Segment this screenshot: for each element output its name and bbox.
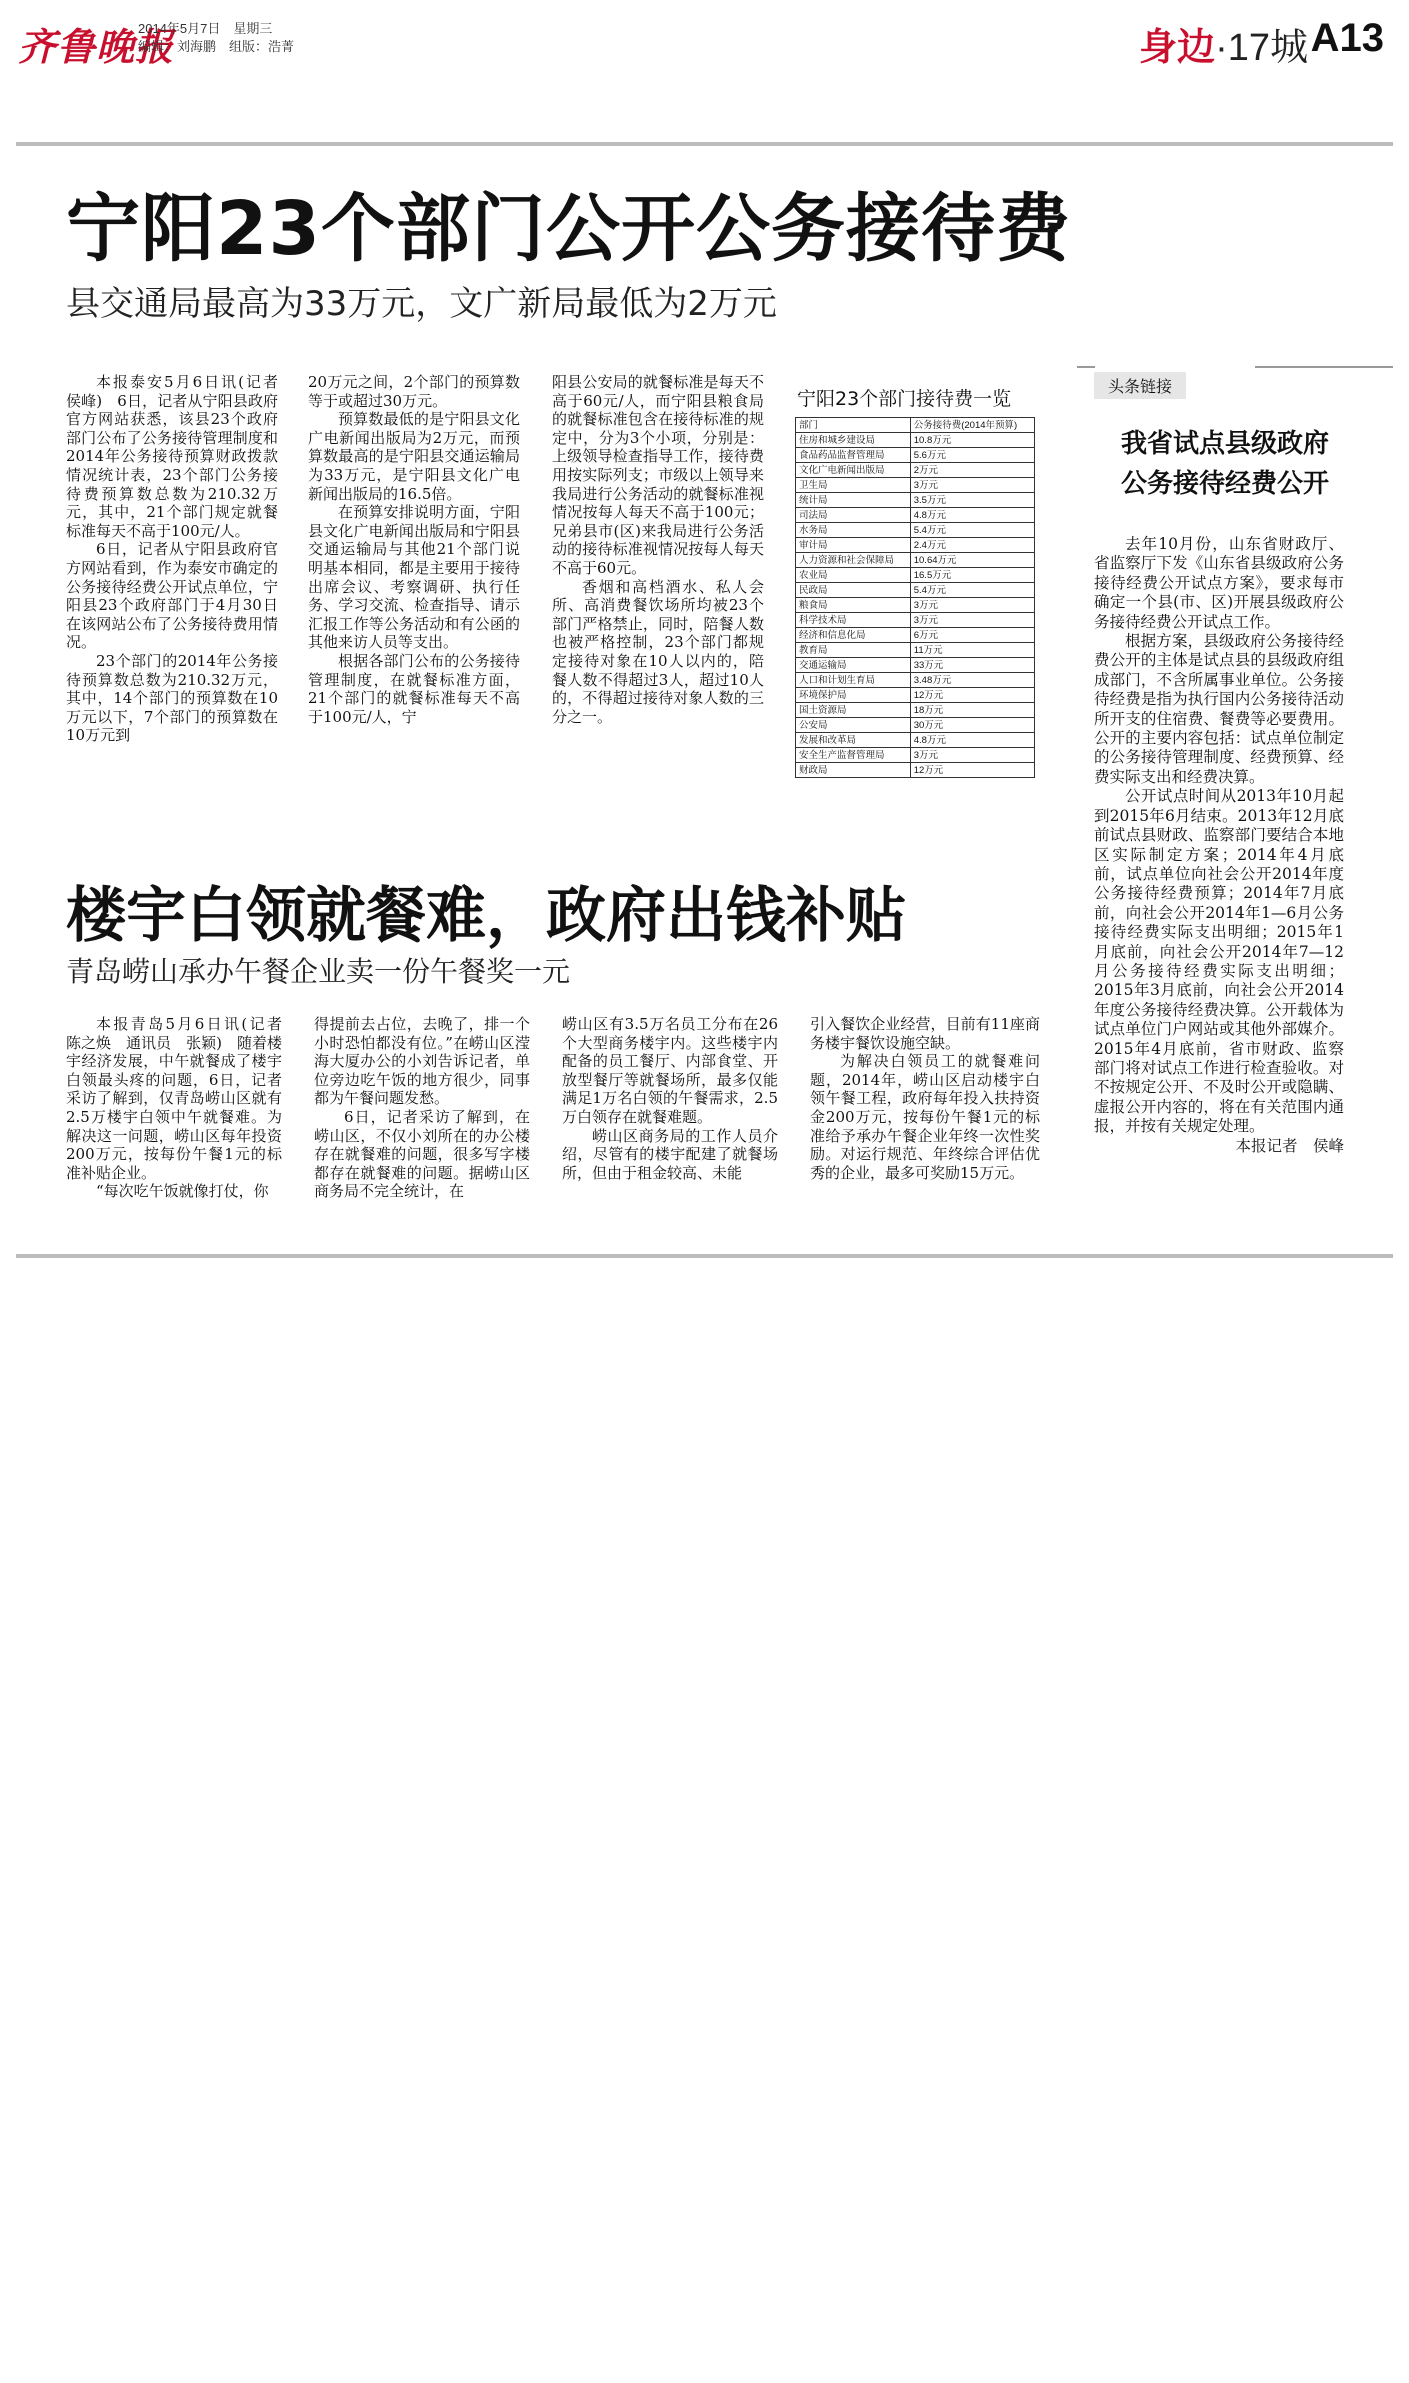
department-cell: 民政局 bbox=[796, 583, 911, 598]
table-row bbox=[796, 463, 1035, 478]
budget-table-wrap bbox=[795, 417, 1035, 778]
paragraph: 为解决白领员工的就餐难问题，2014年，崂山区启动楼宇白领午餐工程，政府每年投入扶持资金200万元，按每份午餐1元的标准给予承办午餐企业年终一次性奖励。对运行规范、年终综合评估优秀的企业，最多可奖励15万元。 bbox=[810, 1052, 1040, 1182]
budget-cell: 3.5万元 bbox=[910, 493, 1034, 508]
paragraph: 本报泰安5月6日讯(记者 侯峰) 6日，记者从宁阳县政府官方网站获悉，该县23个政府部门公布了公务接待管理制度和2014年公务接待预算财政拨款情况统计表，23个部门公务接待费预算数总数为210.32万元，其中，21个部门规定就餐标准每天不高于100元/人。 bbox=[66, 373, 294, 540]
article2-headline: 楼宇白领就餐难，政府出钱补贴 bbox=[66, 881, 906, 951]
section-sub: ·17城 bbox=[1215, 27, 1308, 69]
department-cell: 食品药品监督管理局 bbox=[796, 448, 911, 463]
paragraph: 6日，记者采访了解到，在崂山区，不仅小刘所在的办公楼存在就餐难的问题，很多写字楼都存在就餐难的问题。据崂山区商务局不完全统计，在 bbox=[314, 1107, 530, 1201]
paragraph: 6日，记者从宁阳县政府官方网站看到，作为泰安市确定的公务接待经费公开试点单位，宁阳县23个政府部门于4月30日在该网站公布了公务接待费用情况。 bbox=[66, 540, 278, 652]
sidebar-byline: 本报记者 侯峰 bbox=[1235, 1136, 1344, 1155]
paragraph: 崂山区有3.5万名员工分布在26个大型商务楼宇内。这些楼宇内配备的员工餐厅、内部食堂、开放型餐厅等就餐场所，最多仅能满足1万名白领的午餐需求，2.5万白领存在就餐难题。 bbox=[562, 1015, 778, 1126]
paragraph: 引入餐饮企业经营，目前有11座商务楼宇餐饮设施空缺。 bbox=[810, 1015, 1040, 1052]
department-cell: 审计局 bbox=[796, 538, 911, 553]
paragraph: “每次吃午饭就像打仗，你 bbox=[96, 1182, 269, 1201]
bottom-divider bbox=[16, 1254, 1393, 1258]
article2-column-1 bbox=[66, 1015, 298, 1201]
table-row bbox=[796, 583, 1035, 598]
sidebar-title-line-2: 公务接待经费公开 bbox=[1120, 469, 1329, 499]
table-row bbox=[796, 538, 1035, 553]
department-cell: 统计局 bbox=[796, 493, 911, 508]
budget-table bbox=[795, 417, 1035, 778]
department-cell: 水务局 bbox=[796, 523, 911, 538]
budget-cell: 2.4万元 bbox=[910, 538, 1034, 553]
department-cell: 经济和信息化局 bbox=[796, 628, 911, 643]
paragraph: 去年10月份，山东省财政厅、省监察厅下发《山东省县级政府公务接待经费公开试点方案》，要求每市确定一个县(市、区)开展县级政府公务接待经费公开试点工作。 bbox=[1094, 535, 1344, 631]
table-row bbox=[796, 688, 1035, 703]
table-row bbox=[796, 478, 1035, 493]
budget-cell: 3万元 bbox=[910, 598, 1034, 613]
issue-meta bbox=[138, 20, 294, 56]
budget-cell: 10.64万元 bbox=[910, 553, 1034, 568]
budget-cell: 12万元 bbox=[910, 763, 1034, 778]
department-cell: 发展和改革局 bbox=[796, 733, 911, 748]
department-cell: 安全生产监督管理局 bbox=[796, 748, 911, 763]
department-cell: 卫生局 bbox=[796, 478, 911, 493]
department-cell: 部门 bbox=[796, 418, 911, 433]
article2-column-4 bbox=[810, 1015, 1040, 1182]
department-cell: 农业局 bbox=[796, 568, 911, 583]
table-row bbox=[796, 703, 1035, 718]
table-row bbox=[796, 553, 1035, 568]
paragraph: 23个部门的2014年公务接待预算数总数为210.32万元，其中，14个部门的预算数在10万元以下，7个部门的预算数在10万元到 bbox=[66, 651, 278, 745]
table-row bbox=[796, 628, 1035, 643]
paragraph: 本报青岛5月6日讯(记者 陈之焕 通讯员 张颖) 随着楼宇经济发展，中午就餐成了楼宇白领最头疼的问题，6日，记者采访了解到，仅青岛崂山区就有2.5万楼宇白领中午就餐难。为解决这一问题，崂山区每年投资200万元，按每份午餐1元的标准补贴企业。 bbox=[66, 1015, 298, 1182]
budget-cell: 4.8万元 bbox=[910, 508, 1034, 523]
department-cell: 环境保护局 bbox=[796, 688, 911, 703]
budget-cell: 11万元 bbox=[910, 643, 1034, 658]
paragraph: 根据方案，县级政府公务接待经费公开的主体是试点县的县级政府组成部门，不含所属事业单位。公务接待经费是指为执行国内公务接待活动所开支的住宿费、餐费等必要费用。公开的主要内容包括：试点单位制定的公务接待管理制度、经费预算、经费实际支出和经费决算。 bbox=[1094, 632, 1344, 786]
budget-cell: 18万元 bbox=[910, 703, 1034, 718]
table-row bbox=[796, 493, 1035, 508]
budget-cell: 12万元 bbox=[910, 688, 1034, 703]
page-number: A13 bbox=[1310, 16, 1384, 60]
paragraph: 在预算安排说明方面，宁阳县文化广电新闻出版局和宁阳县交通运输局与其他21个部门说明基本相同，都是主要用于接待出席会议、考察调研、执行任务、学习交流、检查指导、请示汇报工作等公务活动和有公函的其他来访人员等支出。 bbox=[308, 503, 520, 652]
department-cell: 人力资源和社会保障局 bbox=[796, 553, 911, 568]
table-title: 宁阳23个部门接待费一览 bbox=[797, 388, 1012, 410]
section-name bbox=[1139, 16, 1308, 71]
article1-column-1 bbox=[66, 373, 294, 745]
table-row bbox=[796, 643, 1035, 658]
paragraph: 20万元之间，2个部门的预算数等于或超过30万元。 bbox=[308, 373, 520, 410]
paragraph: 预算数最低的是宁阳县文化广电新闻出版局为2万元，而预算数最高的是宁阳县交通运输局为33万元，是宁阳县文化广电新闻出版局的16.5倍。 bbox=[308, 410, 520, 503]
budget-cell: 3万元 bbox=[910, 613, 1034, 628]
paragraph: 崂山区商务局的工作人员介绍，尽管有的楼宇配建了就餐场所，但由于租金较高、未能 bbox=[562, 1126, 778, 1182]
newspaper-logo: 齐鲁晚报 bbox=[18, 24, 175, 69]
table-row bbox=[796, 673, 1035, 688]
table-row bbox=[796, 733, 1035, 748]
table-row bbox=[796, 763, 1035, 778]
sidebar-rule-left bbox=[1077, 366, 1095, 368]
top-divider bbox=[16, 142, 1393, 146]
budget-cell: 5.4万元 bbox=[910, 583, 1034, 598]
budget-cell: 30万元 bbox=[910, 718, 1034, 733]
table-row bbox=[796, 508, 1035, 523]
department-cell: 司法局 bbox=[796, 508, 911, 523]
masthead bbox=[18, 16, 1398, 69]
sidebar-title bbox=[1090, 424, 1360, 504]
sidebar-body bbox=[1094, 535, 1344, 1156]
sidebar-title-line-1: 我省试点县级政府 bbox=[1120, 429, 1329, 459]
budget-cell: 33万元 bbox=[910, 658, 1034, 673]
article2-column-2 bbox=[314, 1015, 530, 1201]
table-row bbox=[796, 718, 1035, 733]
table-row bbox=[796, 433, 1035, 448]
budget-cell: 4.8万元 bbox=[910, 733, 1034, 748]
table-row bbox=[796, 598, 1035, 613]
table-row bbox=[796, 523, 1035, 538]
budget-cell: 3.48万元 bbox=[910, 673, 1034, 688]
department-cell: 科学技术局 bbox=[796, 613, 911, 628]
article2-column-3 bbox=[562, 1015, 778, 1182]
department-cell: 人口和计划生育局 bbox=[796, 673, 911, 688]
sidebar-label: 头条链接 bbox=[1094, 372, 1186, 399]
article1-column-3 bbox=[552, 373, 764, 726]
paragraph: 阳县公安局的就餐标准是每天不高于60元/人，而宁阳县粮食局的就餐标准包含在接待标准的规定中，分为3个小项，分别是：上级领导检查指导工作，接待费用按实际列支；市级以上领导来我局进行公务活动的就餐标准视情况按每人每天不高于100元；兄弟县市(区)来我局进行公务活动的接待标准视情况按每人每天不高于60元。 bbox=[552, 373, 764, 577]
paragraph: 根据各部门公布的公务接待管理制度，在就餐标准方面，21个部门的就餐标准每天不高于100元/人，宁 bbox=[308, 651, 520, 726]
department-cell: 国土资源局 bbox=[796, 703, 911, 718]
budget-cell: 公务接待费(2014年预算) bbox=[910, 418, 1034, 433]
table-row bbox=[796, 613, 1035, 628]
paragraph: 香烟和高档酒水、私人会所、高消费餐饮场所均被23个部门严格禁止，同时，陪餐人数也被严格控制，23个部门都规定接待对象在10人以内的，陪餐人数不得超过3人，超过10人的，不得超过接待对象人数的三分之一。 bbox=[552, 577, 764, 726]
department-cell: 交通运输局 bbox=[796, 658, 911, 673]
budget-cell: 16.5万元 bbox=[910, 568, 1034, 583]
paragraph: 得提前去占位，去晚了，排一个小时恐怕都没有位。”在崂山区滢海大厦办公的小刘告诉记者，单位旁边吃午饭的地方很少，同事都为午餐问题发愁。 bbox=[314, 1015, 530, 1108]
department-cell: 公安局 bbox=[796, 718, 911, 733]
table-header-row bbox=[796, 418, 1035, 433]
department-cell: 粮食局 bbox=[796, 598, 911, 613]
department-cell: 住房和城乡建设局 bbox=[796, 433, 911, 448]
department-cell: 文化广电新闻出版局 bbox=[796, 463, 911, 478]
budget-cell: 6万元 bbox=[910, 628, 1034, 643]
budget-cell: 2万元 bbox=[910, 463, 1034, 478]
table-row bbox=[796, 658, 1035, 673]
article2-subhead: 青岛崂山承办午餐企业卖一份午餐奖一元 bbox=[66, 955, 571, 988]
sidebar-rule-right bbox=[1255, 366, 1393, 368]
article1-subhead: 县交通局最高为33万元，文广新局最低为2万元 bbox=[66, 284, 777, 324]
article1-column-2 bbox=[308, 373, 520, 726]
table-row bbox=[796, 748, 1035, 763]
paragraph: 公开试点时间从2013年10月起到2015年6月结束。2013年12月底前试点县财政、监察部门要结合本地区实际制定方案；2014年4月底前，试点单位向社会公开2014年度公务接待经费预算；2014年7月底前，向社会公开2014年1—6月公务接待经费实际支出明细；2015年1月底前，向社会公开2014年7—12月公务接待经费实际支出明细；2015年3月底前，向社会公开2014年度公务接待经费决算。公开载体为试点单位门户网站或其他外部媒介。2015年4月底前，省市财政、监察部门将对试点工作进行检查验收。对不按规定公开、不及时公开或隐瞒、虚报公开内容的，将在有关范围内通报，并按有关规定处理。 bbox=[1094, 787, 1344, 1136]
budget-cell: 5.6万元 bbox=[910, 448, 1034, 463]
section-main: 身边 bbox=[1139, 27, 1216, 69]
budget-cell: 10.8万元 bbox=[910, 433, 1034, 448]
table-row bbox=[796, 568, 1035, 583]
department-cell: 财政局 bbox=[796, 763, 911, 778]
budget-cell: 5.4万元 bbox=[910, 523, 1034, 538]
budget-cell: 3万元 bbox=[910, 478, 1034, 493]
table-row bbox=[796, 448, 1035, 463]
department-cell: 教育局 bbox=[796, 643, 911, 658]
issue-editors: 编辑：刘海鹏 组版：浩菁 bbox=[138, 39, 295, 54]
article1-headline: 宁阳23个部门公开公务接待费 bbox=[66, 186, 1071, 272]
issue-date: 2014年5月7日 星期三 bbox=[138, 21, 273, 36]
budget-cell: 3万元 bbox=[910, 748, 1034, 763]
